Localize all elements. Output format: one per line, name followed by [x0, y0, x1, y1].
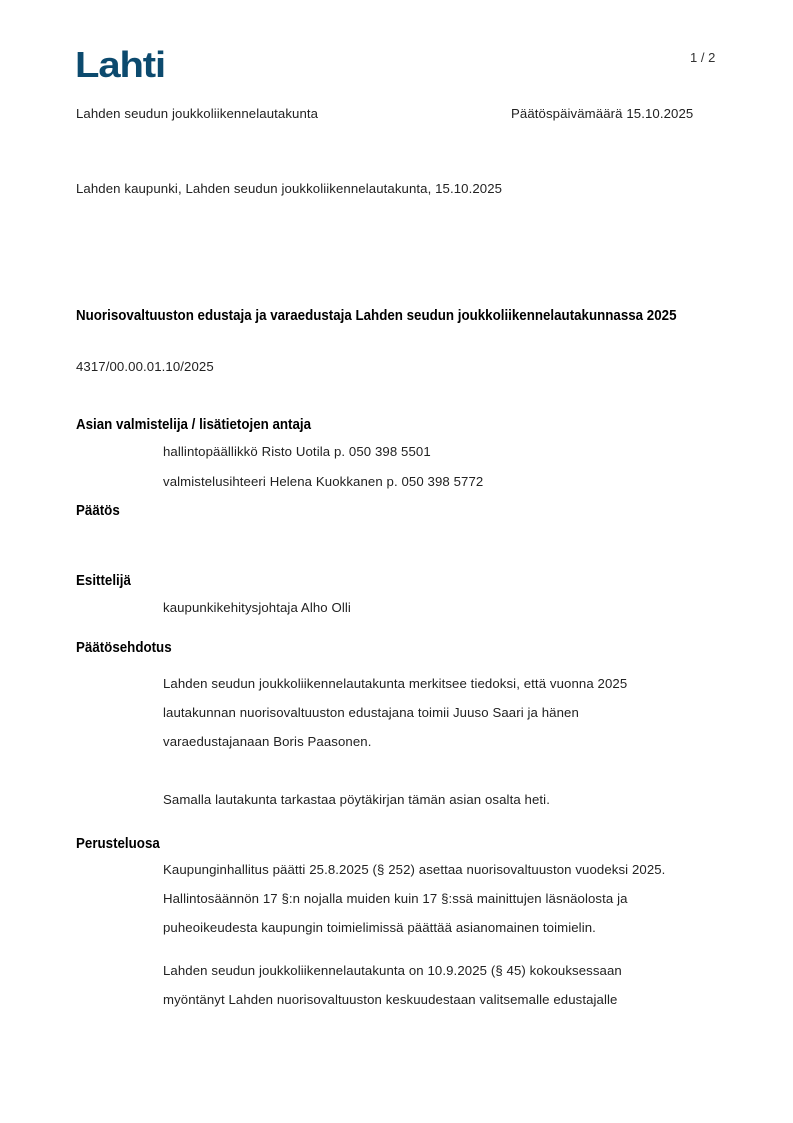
rationale-heading: Perusteluosa — [76, 836, 160, 852]
proposal-heading: Päätösehdotus — [76, 640, 172, 656]
rationale-line: puheoikeudesta kaupungin toimielimissä päättää asianomainen toimielin. — [163, 920, 596, 935]
rationale-line: Kaupunginhallitus päätti 25.8.2025 (§ 252) asettaa nuorisovaltuuston vuodeksi 2025. — [163, 862, 666, 877]
presenter-heading: Esittelijä — [76, 573, 131, 589]
proposal-line: lautakunnan nuorisovaltuuston edustajana toimii Juuso Saari ja hänen — [163, 705, 579, 720]
proposal-line: varaedustajanaan Boris Paasonen. — [163, 734, 372, 749]
committee-name: Lahden seudun joukkoliikennelautakunta — [76, 106, 319, 121]
rationale-line: Lahden seudun joukkoliikennelautakunta on 10.9.2025 (§ 45) kokouksessaan — [163, 963, 622, 978]
lahti-logo-graphic — [75, 46, 167, 82]
page-number: 1 / 2 — [690, 50, 716, 65]
rationale-line: Hallintosäännön 17 §:n nojalla muiden kuin 17 §:ssä mainittujen läsnäolosta ja — [163, 891, 628, 906]
proposal-line: Samalla lautakunta tarkastaa pöytäkirjan tämän asian osalta heti. — [163, 792, 550, 807]
svg-text:Lahti: Lahti — [75, 46, 165, 82]
case-number: 4317/00.00.01.10/2025 — [76, 359, 214, 374]
preparer-line: valmistelusihteeri Helena Kuokkanen p. 050 398 5772 — [163, 474, 484, 489]
presenter-line: kaupunkikehitysjohtaja Alho Olli — [163, 600, 351, 615]
preparer-heading: Asian valmistelija / lisätietojen antaja — [76, 417, 312, 433]
meta-line: Lahden kaupunki, Lahden seudun joukkoliikennelautakunta, 15.10.2025 — [76, 181, 503, 196]
decision-heading: Päätös — [76, 503, 120, 519]
document-title: Nuorisovaltuuston edustaja ja varaedustaja Lahden seudun joukkoliikennelautakunnassa 2025 — [76, 308, 677, 324]
rationale-line: myöntänyt Lahden nuorisovaltuuston keskuudestaan valitsemalle edustajalle — [163, 992, 618, 1007]
lahti-logo — [75, 46, 167, 82]
decision-date: Päätöspäivämäärä 15.10.2025 — [511, 106, 694, 121]
proposal-line: Lahden seudun joukkoliikennelautakunta merkitsee tiedoksi, että vuonna 2025 — [163, 676, 628, 691]
preparer-line: hallintopäällikkö Risto Uotila p. 050 398 5501 — [163, 444, 431, 459]
